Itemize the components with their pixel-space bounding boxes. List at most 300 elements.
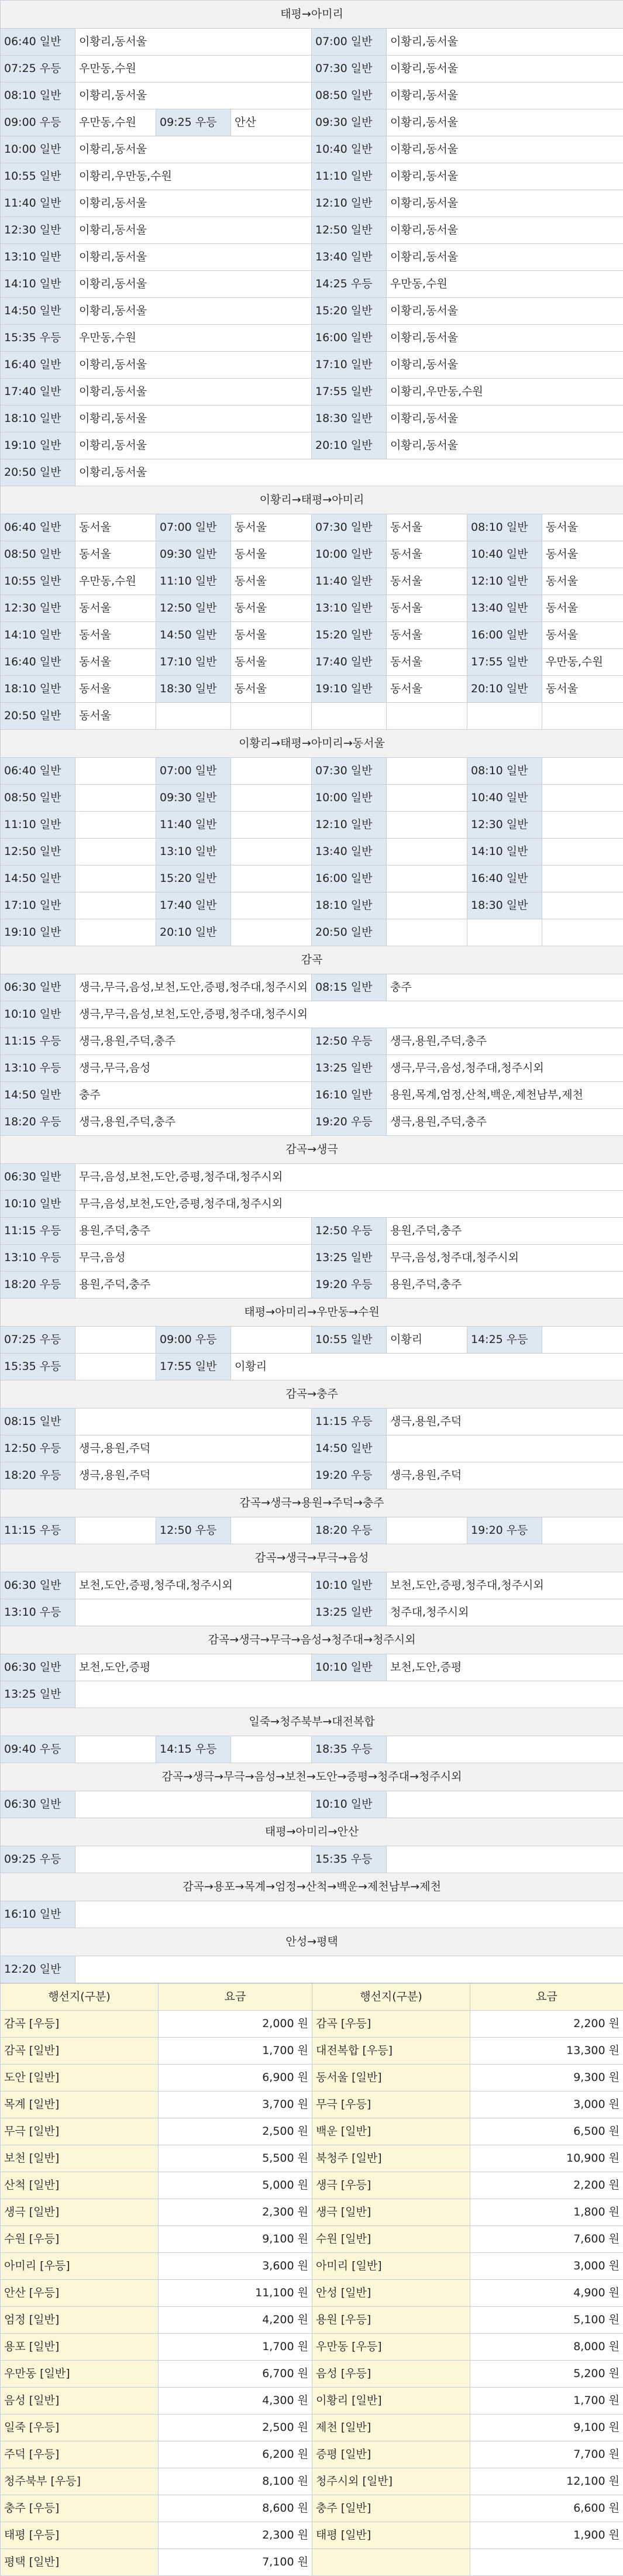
departure-time: 12:50 우등: [312, 1028, 387, 1055]
schedule-row: [1, 217, 623, 244]
departure-time: 16:00 일반: [467, 622, 542, 649]
section-title: 태평→아미리: [1, 1, 623, 29]
schedule-row: [1, 1846, 623, 1873]
departure-time: 13:40 일반: [312, 244, 387, 271]
schedule-row: [1, 703, 623, 730]
departure-time: 14:50 일반: [1, 298, 75, 325]
departure-time: 16:10 일반: [312, 1082, 387, 1109]
route-stops: 이황리,동서울: [75, 244, 312, 271]
schedule-row: [1, 1245, 623, 1272]
fare-row: [1, 2468, 623, 2495]
departure-time: 18:20 우등: [1, 1462, 75, 1489]
fare-price: 1,900 원: [470, 2522, 623, 2549]
schedule-row: [1, 163, 623, 190]
schedule-row: [1, 1736, 623, 1763]
departure-time: 14:15 우등: [156, 1736, 231, 1763]
fare-destination: 감곡 [우등]: [312, 2011, 470, 2038]
departure-time: 07:30 일반: [312, 514, 387, 541]
departure-time: 10:55 일반: [1, 163, 75, 190]
route-stops: 생극,용원,주덕: [387, 1409, 623, 1435]
route-stops: [75, 1736, 156, 1763]
fare-price: 3,700 원: [159, 2091, 312, 2118]
schedule-row: [1, 974, 623, 1001]
departure-time: 12:10 일반: [312, 190, 387, 217]
section-header: [1, 946, 623, 974]
fare-destination: 증평 [일반]: [312, 2441, 470, 2468]
departure-time: 11:10 일반: [1, 812, 75, 839]
route-stops: 동서울: [387, 514, 467, 541]
departure-time: 09:25 우등: [1, 1846, 75, 1873]
route-stops: 동서울: [75, 595, 156, 622]
fare-destination: 안산 [우등]: [1, 2280, 159, 2307]
departure-time: 14:10 일반: [467, 839, 542, 865]
section-title: 감곡→생극→용원→주덕→충주: [1, 1489, 623, 1517]
route-stops: [75, 1409, 312, 1435]
route-stops: 이황리,동서울: [387, 136, 623, 163]
fare-row: [1, 2065, 623, 2091]
route-stops: 이황리,동서울: [387, 406, 623, 432]
fare-price: 2,300 원: [159, 2199, 312, 2226]
section-title: 태평→아미리→우만동→수원: [1, 1299, 623, 1327]
route-stops: 이황리,동서울: [75, 29, 312, 56]
schedule-row: [1, 271, 623, 298]
departure-time: 10:00 일반: [1, 136, 75, 163]
fare-price: 2,300 원: [159, 2522, 312, 2549]
schedule-row: [1, 785, 623, 812]
fare-destination: 용포 [일반]: [1, 2334, 159, 2361]
route-stops: [542, 1517, 623, 1544]
departure-time: 18:35 우등: [312, 1736, 387, 1763]
departure-time: 11:10 일반: [312, 163, 387, 190]
route-stops: 이황리,동서울: [75, 271, 312, 298]
departure-time: 08:50 일반: [1, 785, 75, 812]
schedule-row: [1, 432, 623, 459]
schedule-row: [1, 541, 623, 568]
departure-time: 12:30 일반: [467, 812, 542, 839]
fare-row: [1, 2414, 623, 2441]
route-stops: 동서울: [387, 649, 467, 676]
route-stops: 동서울: [542, 514, 623, 541]
section-header: [1, 1380, 623, 1409]
departure-time: 13:10 우등: [1, 1599, 75, 1626]
departure-time: 18:10 일반: [1, 676, 75, 703]
departure-time: 11:15 우등: [1, 1218, 75, 1245]
route-stops: 동서울: [231, 541, 312, 568]
departure-time: 13:25 일반: [312, 1599, 387, 1626]
fare-price: 6,200 원: [159, 2441, 312, 2468]
route-stops: [231, 703, 312, 730]
departure-time: 18:30 일반: [156, 676, 231, 703]
fare-price: 9,300 원: [470, 2065, 623, 2091]
route-stops: [75, 892, 156, 919]
schedule-row: [1, 919, 623, 946]
section-header: [1, 730, 623, 758]
departure-time: 16:40 일반: [467, 865, 542, 892]
fare-row: [1, 2253, 623, 2280]
schedule-row: [1, 1109, 623, 1136]
departure-time: 10:10 일반: [1, 1191, 75, 1218]
route-stops: 이황리,동서울: [387, 29, 623, 56]
fare-header: 요금: [159, 1984, 312, 2011]
route-stops: [387, 703, 467, 730]
route-stops: [231, 919, 312, 946]
departure-time: 15:20 일반: [312, 622, 387, 649]
fare-price: [470, 2549, 623, 2576]
departure-time: 13:25 일반: [1, 1681, 75, 1708]
departure-time: 20:10 일반: [156, 919, 231, 946]
route-stops: 이황리,동서울: [387, 352, 623, 379]
route-stops: [387, 1846, 623, 1873]
route-stops: [231, 865, 312, 892]
departure-time: 15:20 일반: [312, 298, 387, 325]
departure-time: 19:20 우등: [312, 1272, 387, 1299]
fare-destination: 태평 [일반]: [312, 2522, 470, 2549]
section-header: [1, 1928, 623, 1956]
route-stops: 우만동,수원: [75, 56, 312, 83]
route-stops: [231, 785, 312, 812]
fare-destination: 동서울 [일반]: [312, 2065, 470, 2091]
fare-price: 7,600 원: [470, 2226, 623, 2253]
departure-time: 10:10 일반: [312, 1791, 387, 1818]
route-stops: [75, 1599, 312, 1626]
departure-time: 12:50 우등: [156, 1517, 231, 1544]
fare-price: 8,600 원: [159, 2495, 312, 2522]
departure-time: 07:00 일반: [156, 758, 231, 785]
departure-time: 19:10 일반: [1, 919, 75, 946]
departure-time: 12:50 일반: [1, 839, 75, 865]
fare-price: 11,100 원: [159, 2280, 312, 2307]
fare-price: 1,700 원: [159, 2334, 312, 2361]
departure-time: 18:10 일반: [1, 406, 75, 432]
departure-time: 14:50 일반: [156, 622, 231, 649]
route-stops: [231, 1736, 312, 1763]
route-stops: 동서울: [75, 541, 156, 568]
route-stops: [387, 785, 467, 812]
route-stops: [75, 1846, 312, 1873]
departure-time: 08:10 일반: [467, 758, 542, 785]
route-stops: 이황리,우만동,수원: [387, 379, 623, 406]
route-stops: 동서울: [231, 514, 312, 541]
schedule-row: [1, 622, 623, 649]
route-stops: 동서울: [542, 541, 623, 568]
schedule-row: [1, 29, 623, 56]
fare-row: [1, 2038, 623, 2065]
fare-price: 3,000 원: [470, 2091, 623, 2118]
route-stops: 우만동,수원: [75, 568, 156, 595]
route-stops: [75, 1956, 623, 1983]
departure-time: 15:35 우등: [312, 1846, 387, 1873]
departure-time: 08:50 일반: [312, 83, 387, 109]
route-stops: 이황리,동서울: [387, 432, 623, 459]
section-title: 감곡→생극: [1, 1136, 623, 1164]
route-stops: 우만동,수원: [387, 271, 623, 298]
fare-destination: 도안 [일반]: [1, 2065, 159, 2091]
fare-price: 13,300 원: [470, 2038, 623, 2065]
fare-price: 6,600 원: [470, 2495, 623, 2522]
route-stops: [542, 865, 623, 892]
fare-row: [1, 2118, 623, 2145]
departure-time: 17:40 일반: [312, 649, 387, 676]
departure-time: 16:40 일반: [1, 352, 75, 379]
fare-destination: 주덕 [우등]: [1, 2441, 159, 2468]
fare-destination: 대전복합 [우등]: [312, 2038, 470, 2065]
route-stops: 이황리,동서울: [387, 244, 623, 271]
departure-time: 13:10 일반: [156, 839, 231, 865]
schedule-row: [1, 676, 623, 703]
route-stops: 생극,용원,주덕,충주: [75, 1109, 312, 1136]
fare-price: 10,900 원: [470, 2145, 623, 2172]
fare-price: 7,700 원: [470, 2441, 623, 2468]
route-stops: [231, 839, 312, 865]
route-stops: 이황리,우만동,수원: [75, 163, 312, 190]
departure-time: 06:40 일반: [1, 29, 75, 56]
route-stops: 동서울: [75, 676, 156, 703]
fare-price: 7,100 원: [159, 2549, 312, 2576]
route-stops: 동서울: [542, 568, 623, 595]
fare-destination: 보천 [일반]: [1, 2145, 159, 2172]
departure-time: 17:10 일반: [156, 649, 231, 676]
schedule-row: [1, 1681, 623, 1708]
route-stops: 동서울: [75, 514, 156, 541]
departure-time: 09:30 일반: [156, 541, 231, 568]
departure-time: 10:00 일반: [312, 541, 387, 568]
departure-time: 10:00 일반: [312, 785, 387, 812]
route-stops: 우만동,수원: [75, 109, 156, 136]
fare-row: [1, 2441, 623, 2468]
route-stops: [542, 919, 623, 946]
fare-price: 6,500 원: [470, 2118, 623, 2145]
fare-destination: 일죽 [우등]: [1, 2414, 159, 2441]
departure-time: 06:30 일반: [1, 974, 75, 1001]
schedule-row: [1, 1272, 623, 1299]
route-stops: [542, 812, 623, 839]
fare-destination: 생극 [일반]: [312, 2199, 470, 2226]
route-stops: [387, 758, 467, 785]
route-stops: 충주: [75, 1082, 312, 1109]
route-stops: 동서울: [387, 622, 467, 649]
departure-time: 10:10 일반: [1, 1001, 75, 1028]
departure-time: 06:30 일반: [1, 1164, 75, 1191]
route-stops: 이황리,동서울: [387, 190, 623, 217]
fare-row: [1, 2388, 623, 2414]
fare-row: [1, 2307, 623, 2334]
route-stops: 동서울: [542, 622, 623, 649]
departure-time: 18:20 우등: [312, 1517, 387, 1544]
fare-row: [1, 2522, 623, 2549]
schedule-row: [1, 758, 623, 785]
departure-time: 18:30 일반: [467, 892, 542, 919]
departure-time: 12:50 일반: [156, 595, 231, 622]
fare-destination: 수원 [우등]: [1, 2226, 159, 2253]
route-stops: [75, 919, 156, 946]
schedule-row: [1, 1901, 623, 1928]
departure-time: [156, 703, 231, 730]
departure-time: 20:50 일반: [1, 459, 75, 486]
route-stops: 동서울: [231, 568, 312, 595]
route-stops: 무극,음성,보천,도안,증평,청주대,청주시외: [75, 1164, 623, 1191]
departure-time: 13:10 일반: [1, 244, 75, 271]
fare-price: 8,100 원: [159, 2468, 312, 2495]
schedule-row: [1, 109, 623, 136]
departure-time: 18:20 우등: [1, 1272, 75, 1299]
section-header: [1, 1489, 623, 1517]
fare-price: 12,100 원: [470, 2468, 623, 2495]
fare-destination: 청주북부 [우등]: [1, 2468, 159, 2495]
departure-time: 13:10 일반: [312, 595, 387, 622]
departure-time: 09:00 우등: [1, 109, 75, 136]
departure-time: 10:40 일반: [312, 136, 387, 163]
departure-time: 06:40 일반: [1, 758, 75, 785]
route-stops: [75, 1517, 156, 1544]
fare-destination: 백운 [일반]: [312, 2118, 470, 2145]
route-stops: [542, 839, 623, 865]
fare-price: 4,200 원: [159, 2307, 312, 2334]
route-stops: 동서울: [387, 595, 467, 622]
fare-row: [1, 2091, 623, 2118]
section-title: 이황리→태평→아미리→동서울: [1, 730, 623, 758]
route-stops: 생극,용원,주덕: [75, 1462, 312, 1489]
departure-time: 20:10 일반: [467, 676, 542, 703]
departure-time: 20:50 일반: [312, 919, 387, 946]
section-title: 감곡→생극→무극→음성→청주대→청주시외: [1, 1626, 623, 1654]
section-title: 감곡→생극→무극→음성→보천→도안→증평→청주대→청주시외: [1, 1763, 623, 1791]
fare-row: [1, 2549, 623, 2576]
route-stops: [75, 1681, 623, 1708]
section-title: 일죽→청주북부→대전복합: [1, 1708, 623, 1736]
route-stops: 용원,주덕,충주: [75, 1272, 312, 1299]
departure-time: 15:35 우등: [1, 1354, 75, 1380]
departure-time: 14:10 일반: [1, 271, 75, 298]
route-stops: 생극,용원,주덕: [75, 1435, 312, 1462]
schedule-row: [1, 568, 623, 595]
departure-time: 08:10 일반: [1, 83, 75, 109]
fare-destination: 북청주 [일반]: [312, 2145, 470, 2172]
departure-time: 20:10 일반: [312, 432, 387, 459]
fare-price: 2,500 원: [159, 2118, 312, 2145]
fare-price: 8,000 원: [470, 2334, 623, 2361]
fare-destination: 아미리 [일반]: [312, 2253, 470, 2280]
route-stops: 무극,음성,청주대,청주시외: [387, 1245, 623, 1272]
section-title: 이황리→태평→아미리: [1, 486, 623, 514]
schedule-row: [1, 83, 623, 109]
departure-time: 14:25 우등: [467, 1327, 542, 1354]
section-title: 감곡→생극→무극→음성: [1, 1544, 623, 1572]
departure-time: 11:40 일반: [156, 812, 231, 839]
departure-time: 06:30 일반: [1, 1654, 75, 1681]
route-stops: 무극,음성,보천,도안,증평,청주대,청주시외: [75, 1191, 623, 1218]
route-stops: 동서울: [75, 703, 156, 730]
schedule-row: [1, 892, 623, 919]
route-stops: 동서울: [387, 568, 467, 595]
departure-time: 19:20 우등: [312, 1462, 387, 1489]
departure-time: 20:50 일반: [1, 703, 75, 730]
fare-destination: 태평 [우등]: [1, 2522, 159, 2549]
departure-time: 08:15 일반: [1, 1409, 75, 1435]
route-stops: 이황리,동서울: [75, 298, 312, 325]
departure-time: 10:40 일반: [467, 541, 542, 568]
schedule-row: [1, 1055, 623, 1082]
section-header: [1, 1873, 623, 1901]
route-stops: [387, 919, 467, 946]
route-stops: [387, 1736, 623, 1763]
schedule-row: [1, 406, 623, 432]
fare-destination: 충주 [우등]: [1, 2495, 159, 2522]
departure-time: [312, 703, 387, 730]
route-stops: [542, 892, 623, 919]
fare-price: 2,000 원: [159, 2011, 312, 2038]
fare-header: 행선지(구분): [312, 1984, 470, 2011]
fare-destination: 감곡 [일반]: [1, 2038, 159, 2065]
fare-price: 5,200 원: [470, 2361, 623, 2388]
fare-destination: 청주시외 [일반]: [312, 2468, 470, 2495]
schedule-row: [1, 1599, 623, 1626]
section-header: [1, 1136, 623, 1164]
departure-time: [467, 919, 542, 946]
fare-price: 3,600 원: [159, 2253, 312, 2280]
fare-price: 3,000 원: [470, 2253, 623, 2280]
fare-price: 1,800 원: [470, 2199, 623, 2226]
fare-row: [1, 2495, 623, 2522]
route-stops: 이황리,동서울: [75, 459, 623, 486]
route-stops: 이황리,동서울: [75, 136, 312, 163]
departure-time: 09:30 일반: [312, 109, 387, 136]
route-stops: [75, 1901, 623, 1928]
route-stops: 이황리,동서울: [387, 83, 623, 109]
fare-row: [1, 2334, 623, 2361]
departure-time: 11:40 일반: [312, 568, 387, 595]
schedule-row: [1, 244, 623, 271]
route-stops: [75, 1327, 156, 1354]
route-stops: [231, 812, 312, 839]
departure-time: 17:10 일반: [312, 352, 387, 379]
route-stops: [387, 839, 467, 865]
departure-time: 13:10 우등: [1, 1245, 75, 1272]
route-stops: 이황리,동서울: [387, 298, 623, 325]
fare-row: [1, 2280, 623, 2307]
fare-destination: 무극 [우등]: [312, 2091, 470, 2118]
departure-time: 18:10 일반: [312, 892, 387, 919]
fare-row: [1, 2172, 623, 2199]
section-header: [1, 1763, 623, 1791]
schedule-row: [1, 379, 623, 406]
fare-price: 1,700 원: [159, 2038, 312, 2065]
departure-time: 09:30 일반: [156, 785, 231, 812]
route-stops: [387, 812, 467, 839]
route-stops: 보천,도안,증평,청주대,청주시외: [75, 1572, 312, 1599]
fare-destination: 산척 [일반]: [1, 2172, 159, 2199]
departure-time: 07:00 일반: [312, 29, 387, 56]
schedule-row: [1, 1435, 623, 1462]
departure-time: 16:40 일반: [1, 649, 75, 676]
route-stops: 이황리,동서울: [75, 190, 312, 217]
fare-destination: 감곡 [우등]: [1, 2011, 159, 2038]
departure-time: 18:20 우등: [1, 1109, 75, 1136]
departure-time: 17:40 일반: [156, 892, 231, 919]
route-stops: 생극,무극,음성,청주대,청주시외: [387, 1055, 623, 1082]
route-stops: 생극,용원,주덕,충주: [387, 1109, 623, 1136]
departure-time: 06:30 일반: [1, 1791, 75, 1818]
departure-time: 10:10 일반: [312, 1572, 387, 1599]
schedule-row: [1, 1956, 623, 1983]
schedule-row: [1, 298, 623, 325]
route-stops: 이황리: [387, 1327, 467, 1354]
fare-price: 4,300 원: [159, 2388, 312, 2414]
departure-time: 06:30 일반: [1, 1572, 75, 1599]
departure-time: 17:55 일반: [156, 1354, 231, 1380]
schedule-row: [1, 1082, 623, 1109]
schedule-row: [1, 1327, 623, 1354]
route-stops: [542, 758, 623, 785]
